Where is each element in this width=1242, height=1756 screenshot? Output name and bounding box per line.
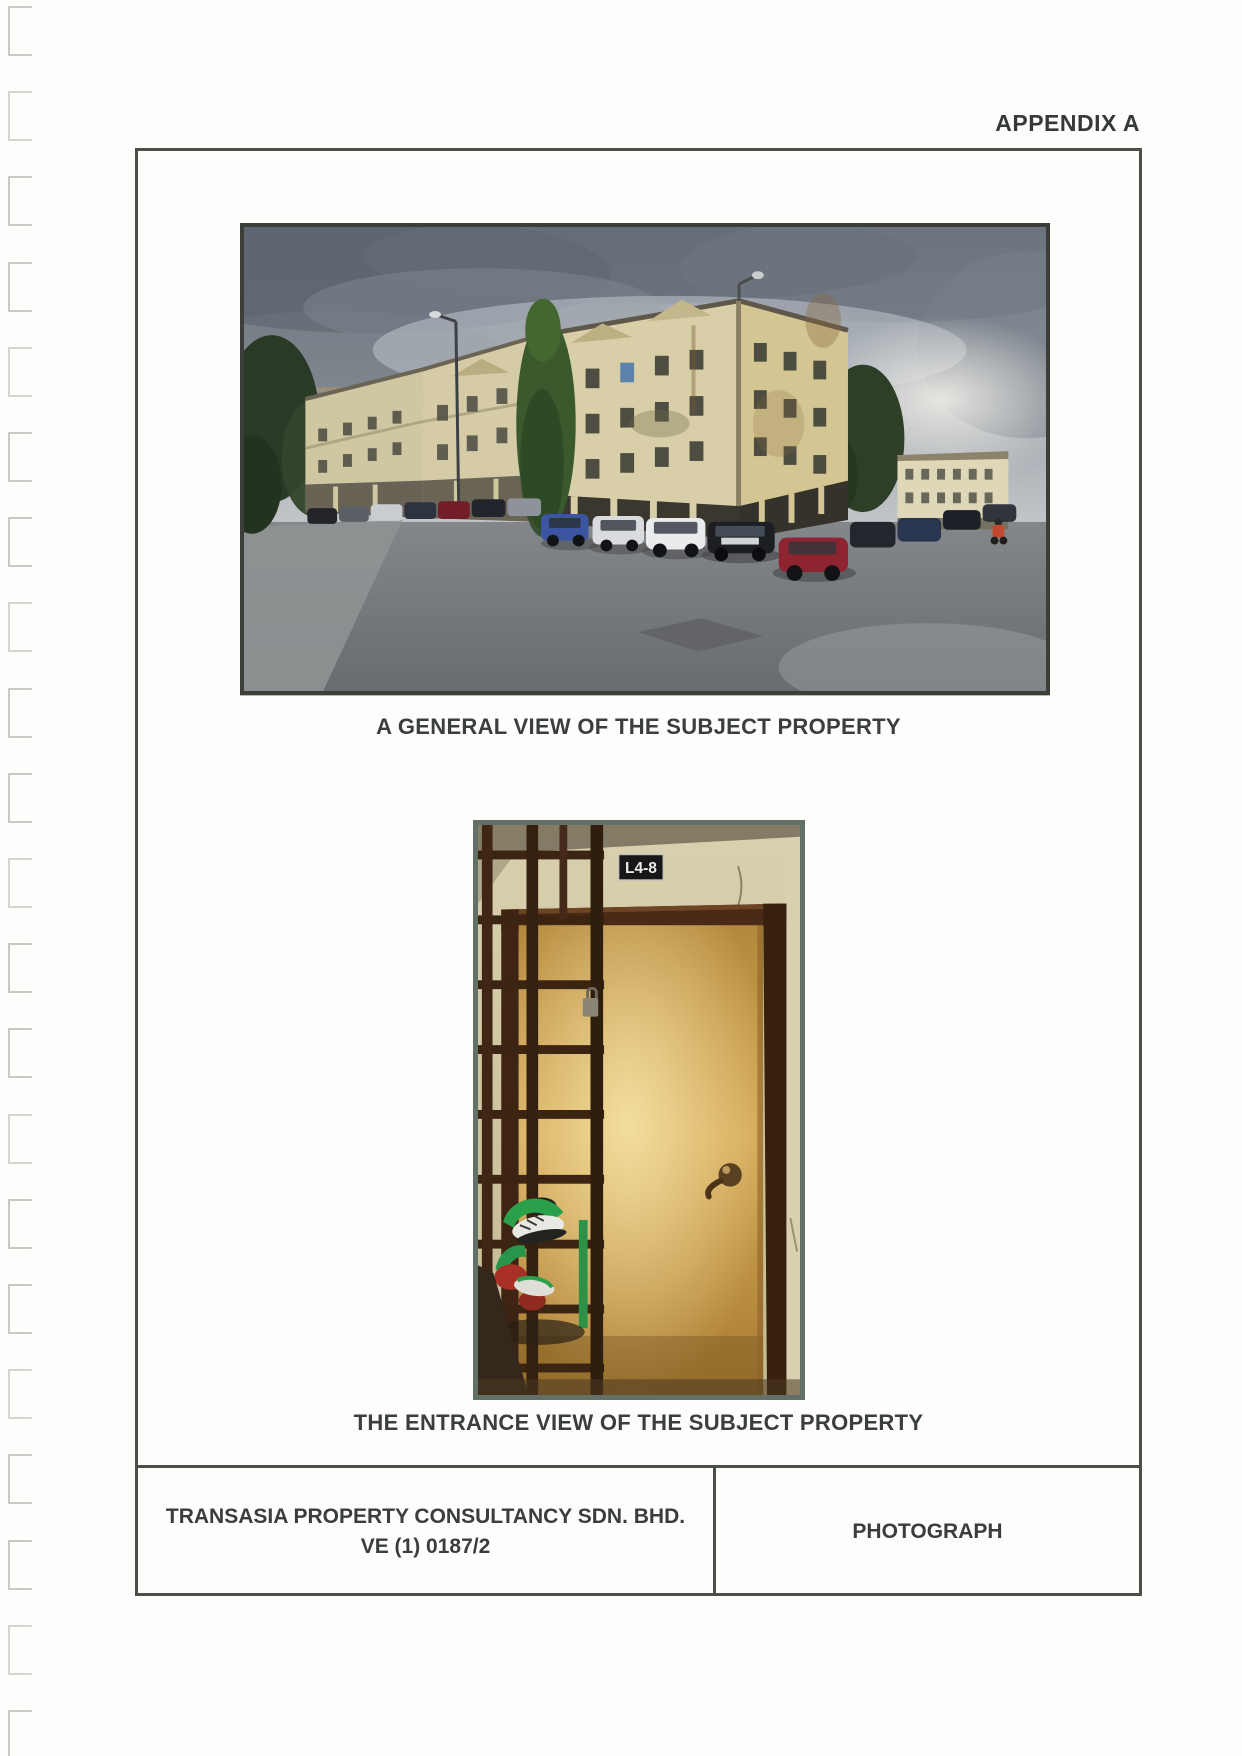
unit-number-plate bbox=[619, 854, 664, 880]
footer-table bbox=[138, 1465, 1139, 1596]
binding-hole bbox=[8, 773, 32, 823]
binding-hole bbox=[8, 1369, 32, 1419]
binding-hole bbox=[8, 1625, 32, 1675]
binding-hole bbox=[8, 176, 32, 226]
binding-hole bbox=[8, 1114, 32, 1164]
appendix-label: APPENDIX A bbox=[995, 110, 1140, 136]
binding-hole bbox=[8, 1454, 32, 1504]
binding-hole bbox=[8, 517, 32, 567]
general-view-photo bbox=[240, 223, 1050, 695]
binding-hole bbox=[8, 347, 32, 397]
binding-hole bbox=[8, 602, 32, 652]
doc-type-label: PHOTOGRAPH bbox=[852, 1520, 1003, 1543]
general-view-caption: A GENERAL VIEW OF THE SUBJECT PROPERTY bbox=[376, 714, 901, 739]
binding-hole bbox=[8, 943, 32, 993]
general-view-illustration bbox=[244, 227, 1046, 691]
entrance-view-photo bbox=[473, 820, 805, 1400]
binding-hole bbox=[8, 688, 32, 738]
binding-hole bbox=[8, 1028, 32, 1078]
company-name: TRANSASIA PROPERTY CONSULTANCY SDN. BHD. bbox=[165, 1505, 686, 1528]
footer-company-cell bbox=[138, 1468, 716, 1596]
binding-hole bbox=[8, 1199, 32, 1249]
entrance-view-illustration bbox=[478, 825, 800, 1395]
binding-hole bbox=[8, 858, 32, 908]
footer-doctype-cell bbox=[716, 1468, 1139, 1596]
binding-hole bbox=[8, 432, 32, 482]
entrance-view-caption: THE ENTRANCE VIEW OF THE SUBJECT PROPERTY bbox=[353, 1410, 924, 1435]
binding-hole bbox=[8, 1710, 32, 1756]
binding-hole bbox=[8, 1540, 32, 1590]
binding-hole bbox=[8, 1284, 32, 1334]
binding-hole bbox=[8, 6, 32, 56]
unit-number-text: L4-8 bbox=[624, 860, 657, 878]
binding-hole bbox=[8, 262, 32, 312]
reference-number: VE (1) 0187/2 bbox=[360, 1535, 491, 1558]
